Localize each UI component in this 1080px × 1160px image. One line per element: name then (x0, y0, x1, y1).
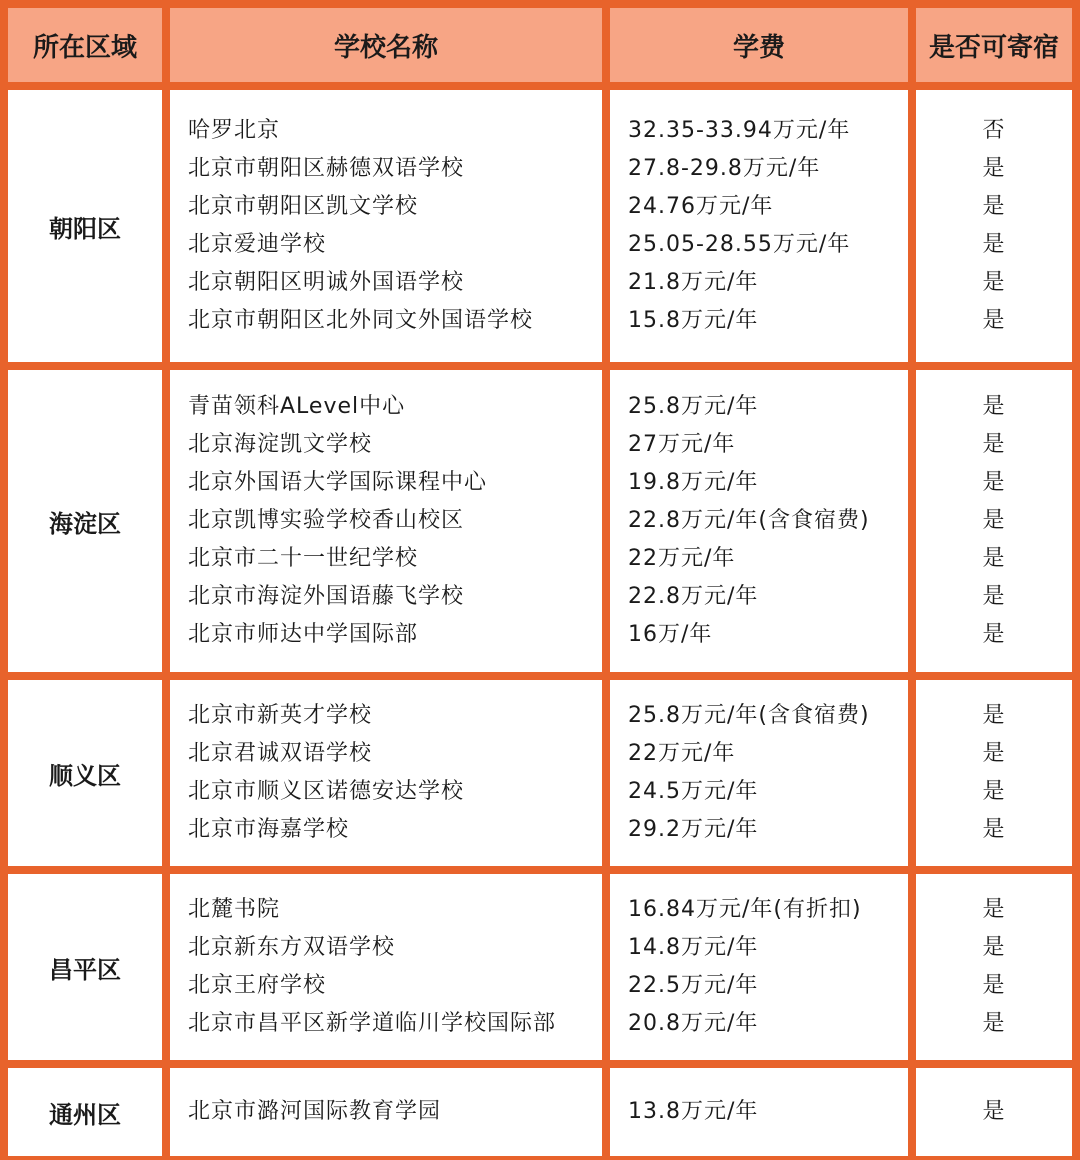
boarding-text: 是 (982, 703, 1006, 728)
school-name-text: 哈罗北京 (188, 118, 281, 143)
school-name-text: 北京市二十一世纪学校 (188, 546, 419, 571)
boarding-cell (916, 874, 1072, 1060)
boarding-text: 是 (982, 232, 1006, 257)
fee-text: 29.2万元/年 (628, 817, 759, 842)
fee-text: 20.8万元/年 (628, 1011, 759, 1036)
school-name-cell (170, 370, 602, 672)
school-name-text: 北京外国语大学国际课程中心 (188, 470, 488, 495)
district-cell: 顺义区 (8, 680, 162, 866)
boarding-cell (916, 680, 1072, 866)
fee-text: 27.8-29.8万元/年 (628, 156, 821, 181)
fee-text: 25.8万元/年(含食宿费) (628, 703, 870, 728)
school-name-cell (170, 90, 602, 362)
boarding-text: 是 (982, 308, 1006, 333)
fee-text: 22万元/年 (628, 546, 736, 571)
school-name-text: 北京市海嘉学校 (188, 817, 350, 842)
fee-text: 24.76万元/年 (628, 194, 774, 219)
school-name-text: 北京凯博实验学校香山校区 (188, 508, 465, 533)
boarding-text: 是 (982, 1099, 1006, 1124)
fee-text: 16.84万元/年(有折扣) (628, 897, 862, 922)
district-cell: 通州区 (8, 1068, 162, 1156)
district-cell: 朝阳区 (8, 90, 162, 362)
fee-text: 22.8万元/年 (628, 584, 759, 609)
boarding-text: 是 (982, 470, 1006, 495)
school-name-text: 北京新东方双语学校 (188, 935, 396, 960)
header-school: 学校名称 (170, 8, 602, 82)
school-name-text: 北京爱迪学校 (188, 232, 327, 257)
school-name-text: 北京市顺义区诺德安达学校 (188, 779, 465, 804)
school-name-text: 北京市朝阳区赫德双语学校 (188, 156, 465, 181)
boarding-text: 是 (982, 897, 1006, 922)
boarding-text: 否 (982, 118, 1006, 143)
school-name-cell (170, 680, 602, 866)
boarding-text: 是 (982, 394, 1006, 419)
fee-text: 22万元/年 (628, 741, 736, 766)
school-name-text: 北京海淀凯文学校 (188, 432, 373, 457)
header-fee: 学费 (610, 8, 908, 82)
district-cell: 海淀区 (8, 370, 162, 672)
school-name-text: 北京君诚双语学校 (188, 741, 373, 766)
boarding-cell (916, 90, 1072, 362)
boarding-text: 是 (982, 508, 1006, 533)
header-boarding: 是否可寄宿 (916, 8, 1072, 82)
fee-text: 24.5万元/年 (628, 779, 759, 804)
fee-text: 21.8万元/年 (628, 270, 759, 295)
fee-text: 13.8万元/年 (628, 1099, 759, 1124)
school-name-text: 北京朝阳区明诚外国语学校 (188, 270, 465, 295)
boarding-text: 是 (982, 1011, 1006, 1036)
fee-text: 19.8万元/年 (628, 470, 759, 495)
fee-text: 22.5万元/年 (628, 973, 759, 998)
school-name-text: 北京市朝阳区凯文学校 (188, 194, 419, 219)
school-name-text: 北京市海淀外国语藤飞学校 (188, 584, 465, 609)
school-name-text: 北京市朝阳区北外同文外国语学校 (188, 308, 534, 333)
boarding-cell (916, 370, 1072, 672)
boarding-text: 是 (982, 622, 1006, 647)
school-name-text: 北麓书院 (188, 897, 281, 922)
fee-text: 14.8万元/年 (628, 935, 759, 960)
school-name-cell (170, 1068, 602, 1156)
fee-cell (610, 90, 908, 362)
boarding-text: 是 (982, 156, 1006, 181)
fee-text: 16万/年 (628, 622, 713, 647)
school-name-text: 北京市新英才学校 (188, 703, 373, 728)
boarding-text: 是 (982, 935, 1006, 960)
school-name-cell (170, 874, 602, 1060)
boarding-cell (916, 1068, 1072, 1156)
school-name-text: 北京王府学校 (188, 973, 327, 998)
boarding-text: 是 (982, 432, 1006, 457)
school-name-text: 北京市潞河国际教育学园 (188, 1099, 442, 1124)
fee-cell (610, 680, 908, 866)
fee-text: 15.8万元/年 (628, 308, 759, 333)
fee-text: 22.8万元/年(含食宿费) (628, 508, 870, 533)
fee-cell (610, 370, 908, 672)
fee-text: 32.35-33.94万元/年 (628, 118, 851, 143)
boarding-text: 是 (982, 741, 1006, 766)
fee-text: 25.05-28.55万元/年 (628, 232, 851, 257)
district-cell: 昌平区 (8, 874, 162, 1060)
boarding-text: 是 (982, 546, 1006, 571)
school-name-text: 青苗领科ALevel中心 (188, 394, 406, 419)
header-district: 所在区域 (8, 8, 162, 82)
school-name-text: 北京市师达中学国际部 (188, 622, 419, 647)
fee-text: 27万元/年 (628, 432, 736, 457)
boarding-text: 是 (982, 817, 1006, 842)
fee-text: 25.8万元/年 (628, 394, 759, 419)
boarding-text: 是 (982, 584, 1006, 609)
fee-cell (610, 874, 908, 1060)
fee-cell (610, 1068, 908, 1156)
boarding-text: 是 (982, 270, 1006, 295)
school-name-text: 北京市昌平区新学道临川学校国际部 (188, 1011, 557, 1036)
boarding-text: 是 (982, 973, 1006, 998)
boarding-text: 是 (982, 194, 1006, 219)
boarding-text: 是 (982, 779, 1006, 804)
